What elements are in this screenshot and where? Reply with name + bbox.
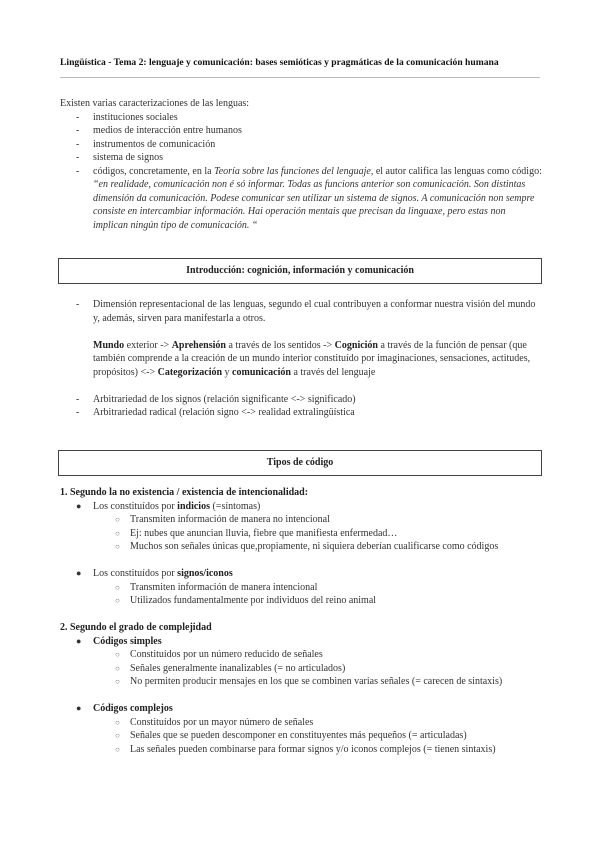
text: exterior -> xyxy=(124,339,172,351)
text: Señales que se pueden descomponer en constituyentes más pequeños (= articuladas) xyxy=(130,730,467,741)
sub-item xyxy=(60,540,542,554)
text: Los constituídos por xyxy=(93,568,178,579)
dash-marker: - xyxy=(76,125,80,136)
cognition-chain xyxy=(60,339,542,380)
bullet-marker: ● xyxy=(76,500,82,511)
list-item xyxy=(60,124,542,138)
text: Ej: nubes que anuncian lluvia, fiebre que manifiesta enfermedad… xyxy=(130,527,398,539)
group-title: 1. Segundo la no existencia / existencia de intencionalidad: xyxy=(60,487,309,498)
circle-marker: ○ xyxy=(115,596,120,605)
sub-item xyxy=(60,581,542,595)
text: a través de la función de pensar (que también comprende a la creación de un mundo interior constituído por imaginaciones, sensaciones, actitudes, propósitos) <-> xyxy=(93,339,531,378)
text: Utilizados fundamentalmente por individuos del reino animal xyxy=(130,595,377,606)
item-text: instituciones sociales xyxy=(93,111,178,123)
text: y xyxy=(222,366,233,378)
text: Constituídos por un mayor número de señales xyxy=(130,716,314,728)
circle-marker: ○ xyxy=(115,717,120,727)
sub-item xyxy=(60,594,542,608)
list-item xyxy=(60,393,542,407)
bullet-item xyxy=(60,567,542,581)
section2-group1 xyxy=(60,486,542,608)
sub-item xyxy=(60,513,542,527)
text: Transmiten información de manera no intencional xyxy=(130,514,330,525)
text: (=síntomas) xyxy=(209,500,261,512)
item-text: códigos, concretamente, en la xyxy=(93,165,215,177)
sub-item xyxy=(60,648,542,662)
term: Categorización xyxy=(157,366,223,378)
term: comunicación xyxy=(232,366,291,378)
term: Mundo xyxy=(93,339,125,351)
dash-marker: - xyxy=(76,407,80,418)
text: a través del lenguaje xyxy=(290,366,376,378)
circle-marker: ○ xyxy=(115,731,120,740)
text: Muchos son señales únicas que,propiamente, ni siquiera deberían cualificarse como códigos xyxy=(130,541,499,552)
section-heading-intro: Introducción: cognición, información y comunicación xyxy=(58,258,542,284)
book-title: Teoría sobre las funciones del lenguaje xyxy=(214,165,371,177)
intro-lead: Existen varias caracterizaciones de las lenguas: xyxy=(60,98,250,109)
dash-marker: - xyxy=(76,111,80,123)
circle-marker: ○ xyxy=(115,582,120,592)
group-title: 2. Segundo el grado de complejidad xyxy=(60,622,212,633)
bullet-marker: ● xyxy=(76,568,82,578)
item-text: , el autor califica las lenguas como código: xyxy=(370,165,542,177)
circle-marker: ○ xyxy=(115,650,120,659)
dash-marker: - xyxy=(76,165,80,177)
dash-marker: - xyxy=(76,152,80,163)
circle-marker: ○ xyxy=(115,528,120,538)
text: Señales generalmente inanalizables (= no articulados) xyxy=(130,662,346,674)
item-text: Dimensión representacional de las lenguas, segundo el cual contribuyen a conformar nuestra visión del mundo y, además, sirven para manifestarla a otros. xyxy=(93,299,536,324)
circle-marker: ○ xyxy=(115,744,120,754)
text: Constituídos por un número reducido de señales xyxy=(130,649,323,660)
document-title: Lingüística - Tema 2: lenguaje y comunicación: bases semióticas y pragmáticas de la comunicación humana xyxy=(60,57,499,68)
list-item xyxy=(60,111,542,125)
list-item-codes xyxy=(60,165,542,233)
circle-marker: ○ xyxy=(115,677,120,686)
sub-item xyxy=(60,743,542,757)
term: Cognición xyxy=(334,339,378,351)
divider xyxy=(60,77,540,78)
intro-block xyxy=(60,97,542,232)
dash-marker: - xyxy=(76,393,80,405)
sub-item xyxy=(60,662,542,676)
dash-marker: - xyxy=(76,138,80,150)
list-item xyxy=(60,406,542,420)
text: Transmiten información de manera intencional xyxy=(130,581,318,593)
item-text: sistema de signos xyxy=(93,152,163,163)
bullet-item xyxy=(60,500,542,514)
list-item xyxy=(60,151,542,165)
text: No permiten producir mensajes en los que se combinen varias señales (= carecen de sintaxis) xyxy=(130,676,503,687)
item-text: Arbitrariedad radical (relación signo <-> realidad extralingüística xyxy=(93,407,355,418)
quote: “en realidade, comunicación non é só informar. Todas as funcions anterior son comunicación. Son distintas dimensión da comunicación. Podese comunicar sen utilizar un sistema de signos. A comunicación non sempre consiste en intercambiar información. Hai operación mentais que precisan da linguaxe, pero estas non implican ningún tipo de comunicación. “ xyxy=(93,179,535,231)
item-text: instrumentos de comunicación xyxy=(93,138,216,150)
term: Códigos simples xyxy=(93,635,162,647)
bullet-item xyxy=(60,702,542,716)
item-text: medios de interacción entre humanos xyxy=(93,125,242,136)
term: Códigos complejos xyxy=(93,703,173,714)
term: Aprehensión xyxy=(171,339,226,351)
section2-group2 xyxy=(60,621,542,756)
bullet-marker: ● xyxy=(76,635,82,646)
item-text: Arbitrariedad de los signos (relación significante <-> significado) xyxy=(93,393,356,405)
section1-body xyxy=(60,298,542,420)
dash-marker: - xyxy=(76,299,80,310)
term: signos/iconos xyxy=(177,568,233,579)
circle-marker: ○ xyxy=(115,663,120,673)
sub-item xyxy=(60,675,542,689)
term: indicios xyxy=(177,500,210,512)
text: Los constituídos por xyxy=(93,500,178,512)
sub-item xyxy=(60,716,542,730)
sub-item xyxy=(60,527,542,541)
section-heading-types: Tipos de código xyxy=(58,450,542,476)
sub-item xyxy=(60,729,542,743)
text: a través de los sentidos -> xyxy=(225,339,335,351)
bullet-item xyxy=(60,635,542,649)
circle-marker: ○ xyxy=(115,542,120,551)
list-item xyxy=(60,138,542,152)
list-item xyxy=(60,298,542,325)
circle-marker: ○ xyxy=(115,515,120,524)
bullet-marker: ● xyxy=(76,703,82,713)
text: Las señales pueden combinarse para formar signos y/o iconos complejos (= tienen sintaxis) xyxy=(130,743,496,755)
